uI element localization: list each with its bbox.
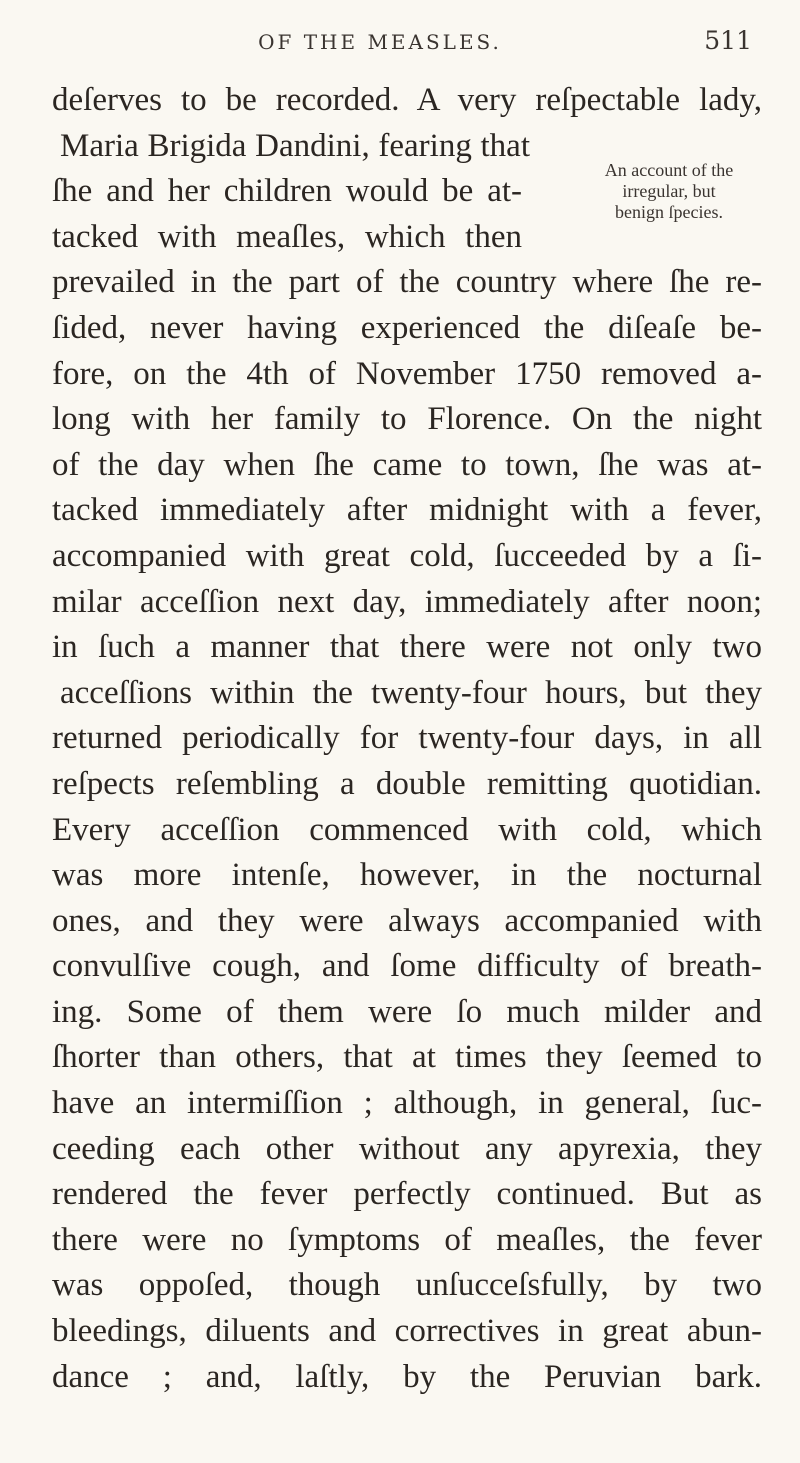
text-line: in ſuch a manner that there were not only two: [52, 629, 762, 666]
page-number: 511: [704, 26, 752, 55]
text-line: ceeding each other without any apyrexia, they: [52, 1130, 762, 1167]
text-line: returned periodically for twenty-four days, in all: [52, 720, 762, 757]
text-line: Every acceſſion commenced with cold, which: [52, 811, 762, 848]
text-line: milar acceſſion next day, immediately after noon;: [52, 583, 762, 620]
running-title: OF THE MEASLES.: [258, 30, 502, 54]
marginal-note-line: irregular, but: [622, 181, 716, 201]
text-line: bleedings, diluents and correctives in great abun-: [52, 1313, 762, 1350]
text-line: ones, and they were always accompanied with: [52, 902, 762, 939]
body-text: [52, 78, 762, 1400]
text-line: tacked immediately after midnight with a fever,: [52, 492, 762, 529]
text-line: ſided, never having experienced the diſeaſe be-: [52, 309, 762, 346]
text-line: convulſive cough, and ſome difficulty of breath-: [52, 948, 762, 985]
text-line: acceſſions within the twenty-four hours, but they: [60, 674, 762, 711]
text-line: ſhe and her children would be at-: [52, 173, 522, 210]
text-line: have an intermiſſion ; although, in general, ſuc-: [52, 1085, 762, 1122]
text-line: dance ; and, laſtly, by the Peruvian bark.: [52, 1358, 762, 1395]
text-line: accompanied with great cold, ſucceeded by a ſi-: [52, 537, 762, 574]
text-line: deſerves to be recorded. A very reſpectable lady,: [52, 82, 762, 118]
text-line: fore, on the 4th of November 1750 removed a-: [52, 355, 762, 392]
text-line: of the day when ſhe came to town, ſhe was at-: [52, 446, 762, 483]
text-line: was more intenſe, however, in the nocturnal: [52, 857, 762, 894]
text-line: ing. Some of them were ſo much milder and: [52, 993, 762, 1030]
text-line: reſpects reſembling a double remitting quotidian.: [52, 765, 762, 802]
text-line: long with her family to Florence. On the night: [52, 401, 762, 438]
marginal-note-line: An account of the: [604, 160, 734, 180]
text-line: there were no ſymptoms of meaſles, the fever: [52, 1221, 762, 1258]
marginal-note-line: benign ſpecies.: [615, 202, 723, 222]
text-line: was oppoſed, though unſucceſsfully, by two: [52, 1267, 762, 1304]
text-line: prevailed in the part of the country where ſhe re-: [52, 264, 762, 301]
text-line: ſhorter than others, that at times they ſeemed to: [52, 1039, 762, 1076]
text-line: Maria Brigida Dandini, fearing that: [60, 127, 530, 164]
text-line: tacked with meaſles, which then: [52, 218, 522, 255]
text-line: rendered the fever perfectly continued. But as: [52, 1176, 762, 1213]
